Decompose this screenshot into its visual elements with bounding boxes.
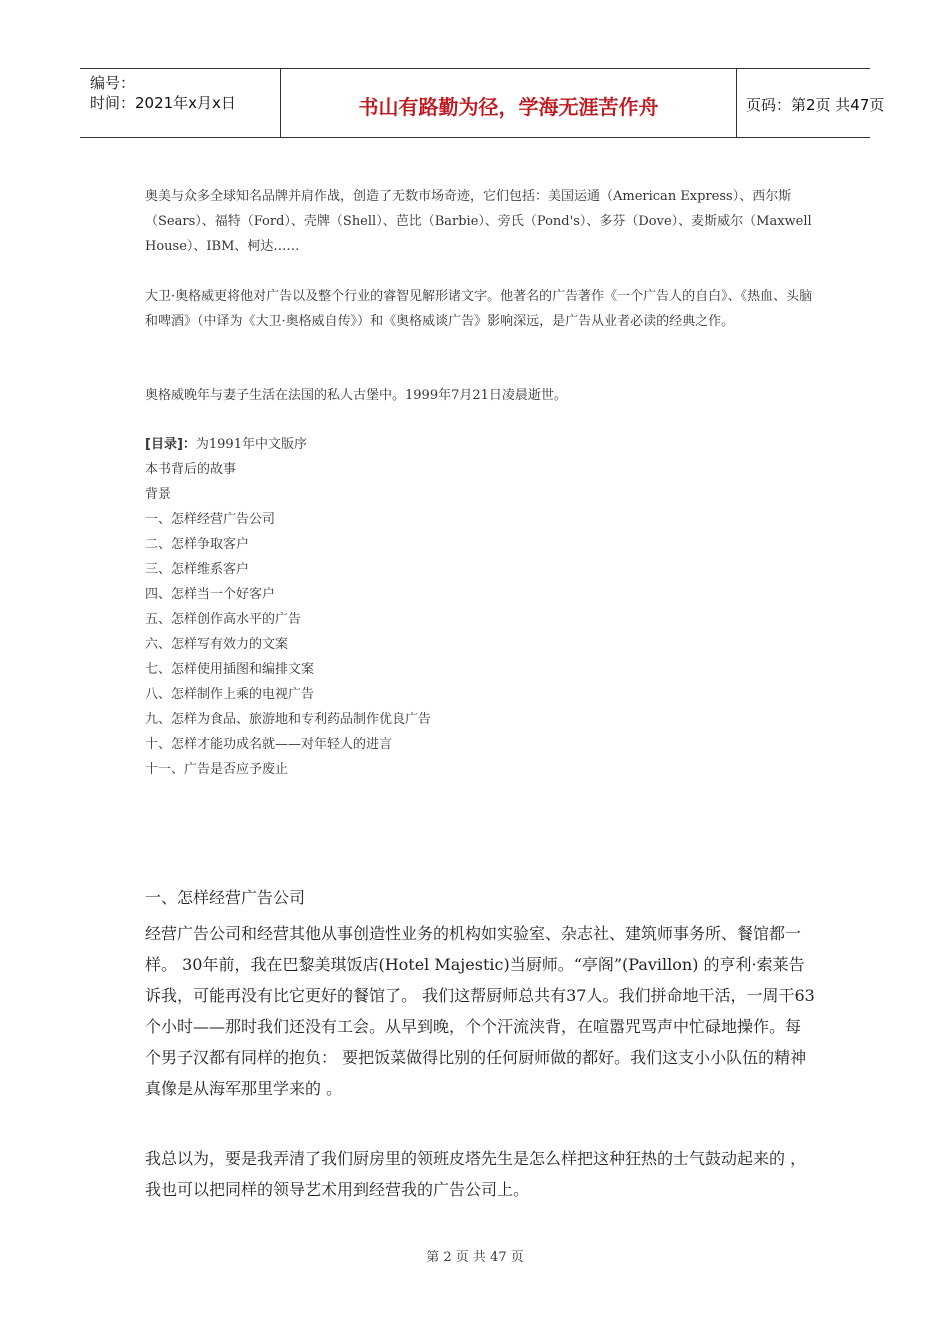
intro-paragraph-death: 奥格威晚年与妻子生活在法国的私人古堡中。1999年7月21日凌晨逝世。	[145, 388, 567, 403]
toc-item: 一、怎样经营广告公司	[145, 512, 276, 527]
toc-item: 六、怎样写有效力的文案	[145, 637, 289, 652]
toc-item: 七、怎样使用插图和编排文案	[145, 662, 315, 677]
header-right-cell	[736, 69, 885, 137]
chapter-paragraph-leadership: 我总以为，要是我弄清了我们厨房里的领班皮塔先生是怎么样把这种狂热的士气鼓动起来的 ，我也可以把同样的领导艺术用到经营我的广告公司上。	[145, 1149, 807, 1199]
chapter-paragraph-kitchen: 经营广告公司和经营其他从事创造性业务的机构如实验室、杂志社、建筑师事务所、餐馆都一样。 30年前，我在巴黎美琪饭店(Hotel Majestic)当厨师。“亭阁”(Pavillon) 的亨利·索莱告诉我，可能再没有比它更好的餐馆了。 我们这帮厨师总共有37人。我们拼命地干活，一周干63个小时——那时我们还没有工会。从早到晚，个个汗流浃背，在喧嚣咒骂声中忙碌地操作。每个男子汉都有同样的抱负： 要把饭菜做得比别的任何厨师做的都好。我们这支小小队伍的精神真像是从海军那里学来的 。	[145, 924, 815, 1098]
header-center-cell	[280, 69, 737, 137]
toc-item: 九、怎样为食品、旅游地和专利药品制作优良广告	[145, 712, 432, 727]
toc-item: 十、怎样才能功成名就——对年轻人的进言	[145, 737, 393, 752]
toc-item: 十一、广告是否应予废止	[145, 762, 289, 777]
toc-first-line	[145, 432, 745, 457]
toc-item: 五、怎样创作高水平的广告	[145, 612, 302, 627]
toc-label: [目录]：	[145, 437, 196, 452]
toc-item: 二、怎样争取客户	[145, 537, 250, 552]
document-number-label: 编号：	[90, 74, 136, 92]
page-info: 页码：第2页 共47页	[746, 96, 885, 114]
toc-item: 四、怎样当一个好客户	[145, 587, 276, 602]
chapter-title: 一、怎样经营广告公司	[145, 888, 306, 907]
toc-item: 三、怎样维系客户	[145, 562, 250, 577]
page-header	[80, 68, 885, 138]
intro-paragraph-books: 大卫·奥格威更将他对广告以及整个行业的睿智见解形诸文字。他著名的广告著作《一个广告人的自白》、《热血、头脑和啤酒》（中译为《大卫·奥格威自传》）和《奥格威谈广告》影响深远，是广告从业者必读的经典之作。	[145, 289, 813, 329]
document-date: 时间：2021年x月x日	[90, 94, 236, 112]
toc-item: 背景	[145, 487, 172, 502]
intro-paragraph-brands: 奥美与众多全球知名品牌并肩作战，创造了无数市场奇迹，它们包括：美国运通（American Express）、西尔斯（Sears）、福特（Ford）、壳牌（Shell）、芭比（Barbie）、旁氏（Pond's）、多芬（Dove）、麦斯威尔（Maxwell House）、IBM、柯达……	[145, 189, 812, 254]
toc-item: 八、怎样制作上乘的电视广告	[145, 687, 315, 702]
toc-item: 为1991年中文版序	[195, 437, 307, 452]
header-left-cell	[80, 69, 280, 137]
page-footer: 第 2 页 共 47 页	[426, 1250, 524, 1265]
table-of-contents	[145, 432, 745, 782]
motto: 书山有路勤为径，学海无涯苦作舟	[358, 95, 659, 119]
toc-item: 本书背后的故事	[145, 462, 237, 477]
